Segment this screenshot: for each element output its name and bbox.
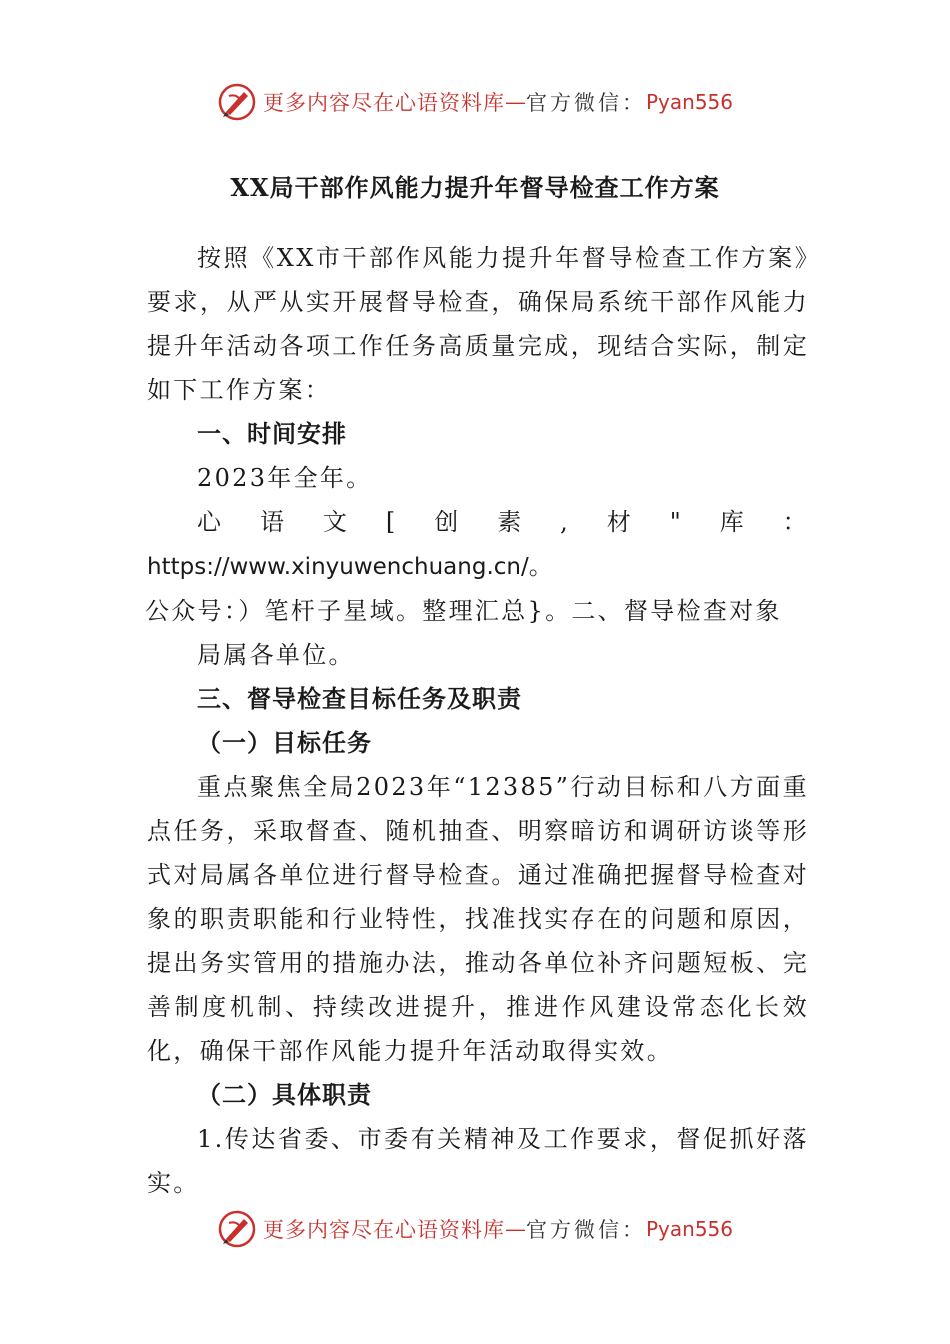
banner-dash: — [504, 1217, 526, 1241]
goals-paragraph: 重点聚焦全局2023年“12385”行动目标和八方面重点任务，采取督查、随机抽查、明察暗访和调研访谈等形式对局属各单位进行督导检查。通过准确把握督导检查对象的职责职能和行业特性，找准找实存在的问题和原因，提出务实管用的措施办法，推动各单位补齐问题短板、完善制度机制、持续改进提升，推进作风建设常态化长效化，确保干部作风能力提升年活动取得实效。 [147, 773, 809, 1065]
time-paragraph: 2023年全年。 [197, 464, 373, 492]
notice-text: 心语文[创素,材"库： [197, 508, 809, 536]
banner-dash: — [504, 90, 526, 114]
target-paragraph: 局属各单位。 [197, 641, 355, 669]
notice-line-2: 公众号：）笔杆子星域。整理汇总}。二、督导检查对象 [145, 597, 782, 625]
banner-wechat-label: 官方微信： [525, 1218, 646, 1242]
document-body [147, 236, 809, 1205]
section-heading-time: 一、时间安排 [197, 419, 347, 448]
notice-line [147, 500, 809, 589]
header-banner [0, 80, 950, 124]
duty-item-1: 1.传达省委、市委有关精神及工作要求，督促抓好落实。 [147, 1125, 809, 1197]
banner-text: 更多内容尽在心语资料库 [262, 1218, 505, 1242]
subsection-heading-goals: （一）目标任务 [197, 728, 372, 757]
notice-period: 。 [528, 552, 556, 580]
pen-logo-icon [217, 82, 257, 122]
document-title: XX局干部作风能力提升年督导检查工作方案 [230, 173, 720, 202]
section-heading-tasks: 三、督导检查目标任务及职责 [197, 684, 522, 713]
banner-wechat-label: 官方微信： [525, 91, 646, 115]
pen-logo-icon [217, 1209, 257, 1249]
banner-text: 更多内容尽在心语资料库 [262, 91, 505, 115]
subsection-heading-duties: （二）具体职责 [197, 1080, 372, 1109]
notice-url-link[interactable]: https://www.xinyuwenchuang.cn/ [147, 554, 529, 580]
footer-banner [0, 1207, 950, 1251]
intro-paragraph: 按照《XX市干部作风能力提升年督导检查工作方案》要求，从严从实开展督导检查，确保局系统干部作风能力提升年活动各项工作任务高质量完成，现结合实际，制定如下工作方案： [147, 244, 809, 404]
banner-wechat-id: Pyan556 [645, 90, 733, 114]
banner-wechat-id: Pyan556 [645, 1217, 733, 1241]
